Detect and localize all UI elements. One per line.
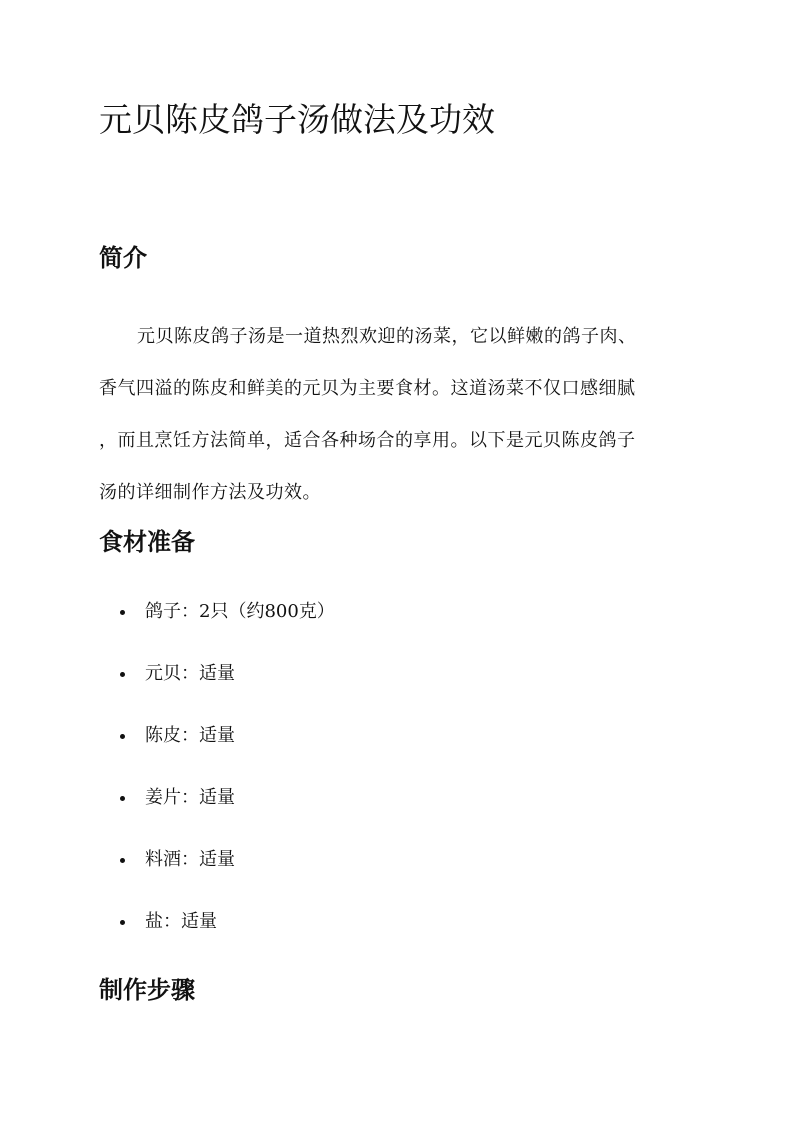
bullet-icon <box>120 734 125 739</box>
bullet-icon <box>120 858 125 863</box>
ingredient-item <box>119 594 335 656</box>
ingredient-item <box>119 656 335 718</box>
ingredient-item <box>119 904 335 966</box>
intro-line: 元贝陈皮鸽子汤是一道热烈欢迎的汤菜，它以鲜嫩的鸽子肉、 <box>137 326 637 347</box>
ingredients-heading: 食材准备 <box>99 527 195 556</box>
intro-line: 汤的详细制作方法及功效。 <box>99 482 321 503</box>
intro-line: 香气四溢的陈皮和鲜美的元贝为主要食材。这道汤菜不仅口感细腻 <box>99 378 636 399</box>
ingredient-item <box>119 780 335 842</box>
ingredient-text: 陈皮：适量 <box>145 725 235 746</box>
ingredient-text: 料酒：适量 <box>145 849 235 870</box>
ingredient-text: 姜片：适量 <box>145 787 235 808</box>
document-title: 元贝陈皮鸽子汤做法及功效 <box>99 100 495 139</box>
steps-heading: 制作步骤 <box>99 975 195 1004</box>
bullet-icon <box>120 672 125 677</box>
bullet-icon <box>120 610 125 615</box>
ingredient-item <box>119 842 335 904</box>
intro-paragraph <box>99 311 701 519</box>
ingredient-text: 元贝：适量 <box>145 663 235 684</box>
bullet-icon <box>120 920 125 925</box>
intro-line: ，而且烹饪方法简单，适合各种场合的享用。以下是元贝陈皮鸽子 <box>99 430 636 451</box>
ingredient-text: 盐：适量 <box>145 911 217 932</box>
intro-heading: 简介 <box>99 243 147 272</box>
ingredient-item <box>119 718 335 780</box>
ingredient-list <box>119 594 335 966</box>
bullet-icon <box>120 796 125 801</box>
ingredient-text: 鸽子：2只（约800克） <box>145 601 335 622</box>
